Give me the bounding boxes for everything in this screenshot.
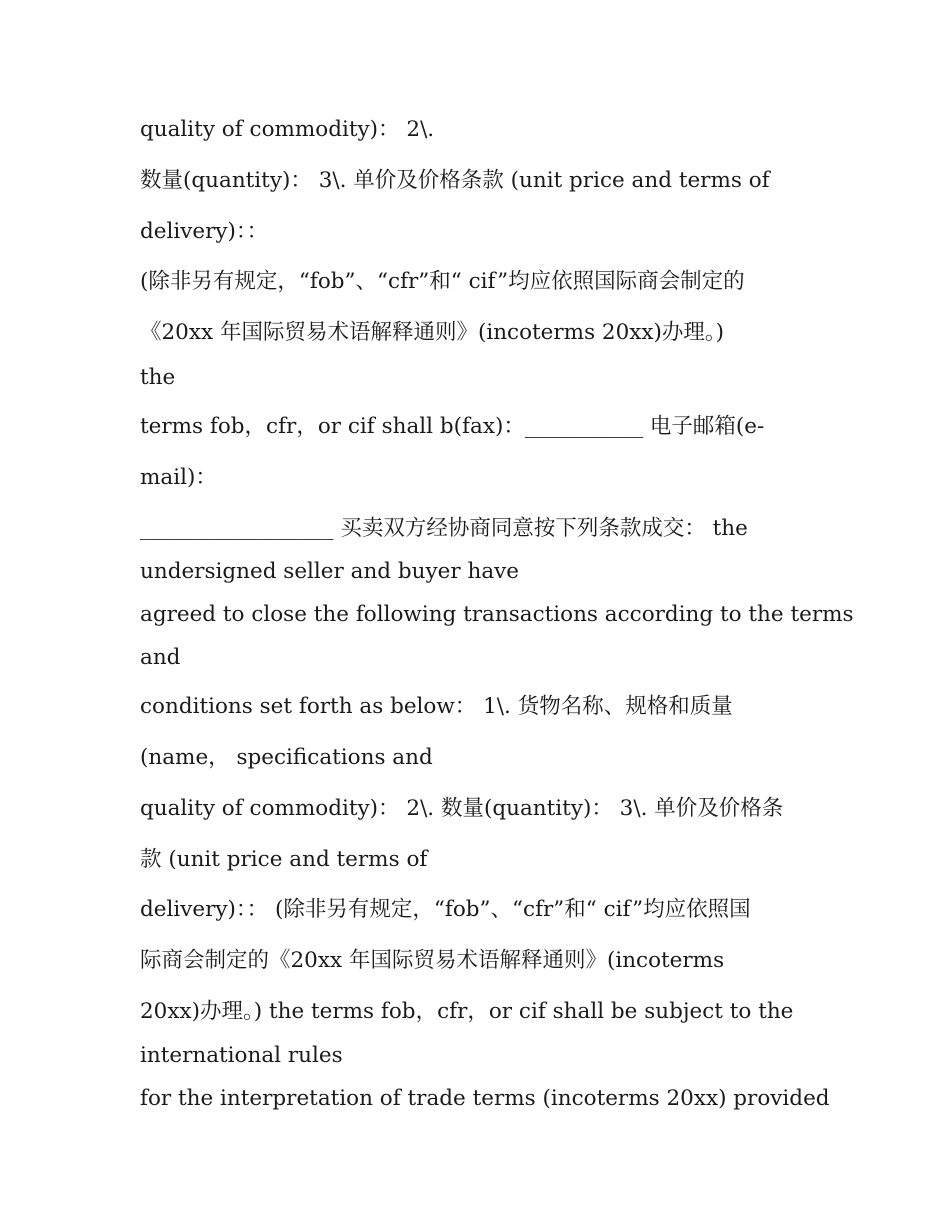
text-line: quality of commodity)： 2\. xyxy=(140,117,435,142)
text-line: delivery)：： (除非另有规定，“fob”、“cfr”和“ cif”均应依照国 xyxy=(140,897,751,922)
text-line: and xyxy=(140,645,181,670)
text-line: 际商会制定的《20xx 年国际贸易术语解释通则》(incoterms xyxy=(140,948,725,973)
text-line: terms fob，cfr，or cif shall b(fax)：___________ 电子邮箱(e- xyxy=(140,414,765,439)
text-line: (除非另有规定，“fob”、“cfr”和“ cif”均应依照国际商会制定的 xyxy=(140,269,745,294)
text-line: the xyxy=(140,365,176,390)
text-line: agreed to close the following transactions according to the terms xyxy=(140,602,854,627)
text-line: 数量(quantity)： 3\. 单价及价格条款 (unit price and terms of xyxy=(140,168,770,193)
text-line: __________________ 买卖双方经协商同意按下列条款成交： the xyxy=(140,516,748,541)
text-line: delivery)：： xyxy=(140,219,269,244)
text-line: (name， specifications and xyxy=(140,745,433,770)
text-line: 《20xx 年国际贸易术语解释通则》(incoterms 20xx)办理。) xyxy=(140,320,725,345)
text-line: conditions set forth as below： 1\. 货物名称、规格和质量 xyxy=(140,694,733,719)
text-line: international rules xyxy=(140,1043,343,1068)
text-line: for the interpretation of trade terms (incoterms 20xx) provided xyxy=(140,1086,830,1111)
text-line: 款 (unit price and terms of xyxy=(140,847,428,872)
text-line: mail)： xyxy=(140,465,217,490)
text-line: quality of commodity)： 2\. 数量(quantity)： 3\. 单价及价格条 xyxy=(140,796,784,821)
text-line: undersigned seller and buyer have xyxy=(140,559,520,584)
text-line: 20xx)办理。) the terms fob，cfr，or cif shall be subject to the xyxy=(140,999,794,1024)
